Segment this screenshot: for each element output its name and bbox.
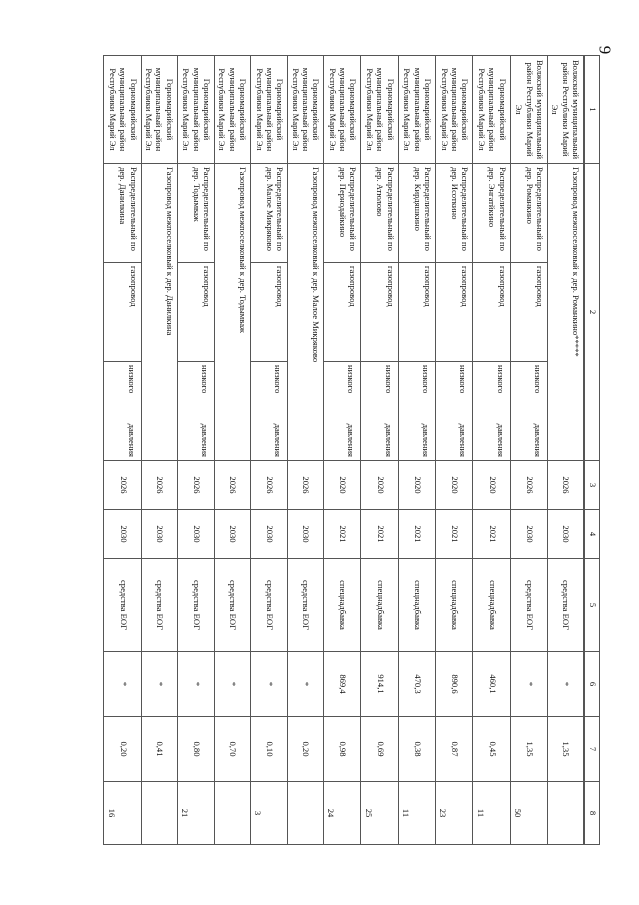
funding-source-cell: средства ЕОГ [177, 559, 214, 652]
funding-source-cell: средства ЕОГ [104, 559, 141, 652]
households-cell: 50 [510, 782, 547, 845]
pipe-type-cell: газопровод [473, 263, 510, 362]
end-year-cell: 2030 [141, 510, 177, 559]
cost-cell: 470,3 [398, 652, 435, 717]
district-cell: Горномарийский муниципальный район Республики Марий Эл [436, 56, 473, 164]
start-year-cell: 2026 [104, 461, 141, 510]
object-cell: Газопровод межпоселковый к дер. Малое Микряково [288, 164, 324, 461]
header-col-5: 5 [585, 559, 600, 652]
pressure-cell [398, 362, 435, 461]
households-cell [288, 782, 324, 845]
table-row [436, 56, 473, 845]
households-cell [215, 782, 251, 845]
pressure-word: давления [273, 423, 284, 457]
start-year-cell: 2020 [398, 461, 435, 510]
funding-source-cell: средства ЕОГ [288, 559, 324, 652]
end-year-cell: 2030 [250, 510, 287, 559]
funding-source-cell: средства ЕОГ [141, 559, 177, 652]
pressure-word: давления [346, 423, 357, 457]
cost-cell: * [510, 652, 547, 717]
start-year-cell: 2020 [361, 461, 398, 510]
object-name-cell: Распределительный по дер. Малое Микряково [250, 164, 287, 263]
funding-source-cell: спецнадбавка [398, 559, 435, 652]
pipe-type-cell: газопровод [177, 263, 214, 362]
pressure-word: давления [495, 423, 506, 457]
pressure-word: давления [421, 423, 432, 457]
table-body [104, 56, 584, 845]
district-cell: Волжский муниципальный район Республики Марий Эл [548, 56, 584, 164]
start-year-cell: 2026 [141, 461, 177, 510]
households-cell [141, 782, 177, 845]
start-year-cell: 2026 [215, 461, 251, 510]
header-col-4: 4 [585, 510, 600, 559]
households-cell: 23 [436, 782, 473, 845]
length-cell: 1,35 [510, 717, 547, 782]
object-cell: Газопровод межпоселковый к дер. Тодымваж [215, 164, 251, 461]
pressure-level: низкого [421, 365, 432, 394]
pipe-type-cell: газопровод [361, 263, 398, 362]
end-year-cell: 2030 [288, 510, 324, 559]
district-cell: Горномарийский муниципальный район Республики Марий Эл [104, 56, 141, 164]
length-cell: 0,10 [250, 717, 287, 782]
cost-cell: 460,1 [473, 652, 510, 717]
length-cell: 0,20 [288, 717, 324, 782]
end-year-cell: 2021 [473, 510, 510, 559]
object-name-cell: Распределительный по дер. Атюлово [361, 164, 398, 263]
pipe-type-cell: газопровод [510, 263, 547, 362]
object-name-cell: Распределительный по дер. Пернодайкино [324, 164, 361, 263]
object-name-cell: Распределительный по дер. Энгатйкино [473, 164, 510, 263]
rotated-table-container [90, 55, 600, 845]
households-cell: 16 [104, 782, 141, 845]
end-year-cell: 2030 [510, 510, 547, 559]
pressure-level: низкого [533, 365, 544, 394]
pressure-level: низкого [200, 365, 210, 394]
start-year-cell: 2026 [177, 461, 214, 510]
pressure-cell [510, 362, 547, 461]
header-row [585, 56, 600, 845]
header-col-7: 7 [585, 717, 600, 782]
end-year-cell: 2030 [548, 510, 584, 559]
cost-cell: * [548, 652, 584, 717]
pressure-level: низкого [126, 365, 137, 394]
end-year-cell: 2021 [398, 510, 435, 559]
district-cell: Горномарийский муниципальный район Республики Марий Эл [361, 56, 398, 164]
table-row [361, 56, 398, 845]
start-year-cell: 2020 [324, 461, 361, 510]
pipe-type-cell: газопровод [398, 263, 435, 362]
households-cell: 24 [324, 782, 361, 845]
funding-source-cell: средства ЕОГ [215, 559, 251, 652]
district-cell: Волжский муниципальный район Республики Марий Эл [510, 56, 547, 164]
district-cell: Горномарийский муниципальный район Республики Марий Эл [324, 56, 361, 164]
table-row [250, 56, 287, 845]
length-cell: 0,80 [177, 717, 214, 782]
cost-cell: 890,6 [436, 652, 473, 717]
funding-source-cell: спецнадбавка [436, 559, 473, 652]
cost-cell: * [250, 652, 287, 717]
table-row [141, 56, 177, 845]
end-year-cell: 2030 [215, 510, 251, 559]
table-row [398, 56, 435, 845]
length-cell: 0,20 [104, 717, 141, 782]
table-row [548, 56, 584, 845]
gas-pipeline-table [103, 55, 600, 845]
object-cell: Газопровод межпоселковый к дер. Романкино***** [548, 164, 584, 461]
district-cell: Горномарийский муниципальный район Республики Марий Эл [215, 56, 251, 164]
funding-source-cell: средства ЕОГ [548, 559, 584, 652]
header-col-8: 8 [585, 782, 600, 845]
pipe-type-cell: газопровод [104, 263, 141, 362]
pressure-cell [324, 362, 361, 461]
pressure-cell [473, 362, 510, 461]
pressure-word: давления [533, 423, 544, 457]
pressure-cell [361, 362, 398, 461]
object-cell: Газопровод межпоселковый к дер. Данилкина [141, 164, 177, 461]
table-row [215, 56, 251, 845]
pressure-level: низкого [346, 365, 357, 394]
pressure-level: низкого [273, 365, 284, 394]
header-col-6: 6 [585, 652, 600, 717]
cost-cell: * [104, 652, 141, 717]
length-cell: 0,41 [141, 717, 177, 782]
table-row [510, 56, 547, 845]
table-row [473, 56, 510, 845]
funding-source-cell: спецнадбавка [324, 559, 361, 652]
end-year-cell: 2030 [104, 510, 141, 559]
end-year-cell: 2021 [436, 510, 473, 559]
cost-cell: * [215, 652, 251, 717]
pressure-level: низкого [458, 365, 469, 394]
funding-source-cell: спецнадбавка [473, 559, 510, 652]
cost-cell: 869,4 [324, 652, 361, 717]
cost-cell: * [141, 652, 177, 717]
households-cell: 11 [473, 782, 510, 845]
pressure-word: давления [200, 423, 210, 457]
households-cell: 25 [361, 782, 398, 845]
funding-source-cell: средства ЕОГ [510, 559, 547, 652]
pressure-cell [177, 362, 214, 461]
object-name-cell: Распределительный по дер. Романкино [510, 164, 547, 263]
households-cell: 21 [177, 782, 214, 845]
pressure-word: давления [383, 423, 394, 457]
funding-source-cell: средства ЕОГ [250, 559, 287, 652]
pressure-word: давления [458, 423, 469, 457]
district-cell: Горномарийский муниципальный район Республики Марий Эл [398, 56, 435, 164]
header-col-3: 3 [585, 461, 600, 510]
length-cell: 0,70 [215, 717, 251, 782]
length-cell: 0,45 [473, 717, 510, 782]
end-year-cell: 2030 [177, 510, 214, 559]
object-name-cell: Распределительный по дер. Кирдяшкино [398, 164, 435, 263]
cost-cell: * [177, 652, 214, 717]
district-cell: Горномарийский муниципальный район Республики Марий Эл [473, 56, 510, 164]
start-year-cell: 2026 [288, 461, 324, 510]
households-cell: 11 [398, 782, 435, 845]
cost-cell: 914,1 [361, 652, 398, 717]
funding-source-cell: спецнадбавка [361, 559, 398, 652]
pressure-word: давления [126, 423, 137, 457]
pressure-cell [104, 362, 141, 461]
start-year-cell: 2026 [510, 461, 547, 510]
district-cell: Горномарийский муниципальный район Республики Марий Эл [250, 56, 287, 164]
start-year-cell: 2026 [250, 461, 287, 510]
pressure-cell [436, 362, 473, 461]
length-cell: 0,38 [398, 717, 435, 782]
start-year-cell: 2020 [436, 461, 473, 510]
object-name-cell: Распределительный по дер. Исоткино [436, 164, 473, 263]
length-cell: 0,87 [436, 717, 473, 782]
table-row [324, 56, 361, 845]
pressure-cell [250, 362, 287, 461]
pressure-level: низкого [383, 365, 394, 394]
district-cell: Горномарийский муниципальный район Республики Марий Эл [177, 56, 214, 164]
pressure-level: низкого [495, 365, 506, 394]
pipe-type-cell: газопровод [324, 263, 361, 362]
district-cell: Горномарийский муниципальный район Республики Марий Эл [141, 56, 177, 164]
table-row [177, 56, 214, 845]
table-row [104, 56, 141, 845]
pipe-type-cell: газопровод [436, 263, 473, 362]
length-cell: 0,98 [324, 717, 361, 782]
object-name-cell: Распределительный по дер. Данилкина [104, 164, 141, 263]
page-number: 9 [595, 45, 615, 55]
households-cell [548, 782, 584, 845]
cost-cell: * [288, 652, 324, 717]
pipe-type-cell: газопровод [250, 263, 287, 362]
start-year-cell: 2020 [473, 461, 510, 510]
length-cell: 1,35 [548, 717, 584, 782]
object-name-cell: Распределительный по дер. Тодымваж [177, 164, 214, 263]
end-year-cell: 2021 [361, 510, 398, 559]
start-year-cell: 2026 [548, 461, 584, 510]
length-cell: 0,69 [361, 717, 398, 782]
households-cell: 3 [250, 782, 287, 845]
header-col-2: 2 [585, 164, 600, 461]
table-row [288, 56, 324, 845]
header-col-1: 1 [585, 56, 600, 164]
district-cell: Горномарийский муниципальный район Республики Марий Эл [288, 56, 324, 164]
end-year-cell: 2021 [324, 510, 361, 559]
